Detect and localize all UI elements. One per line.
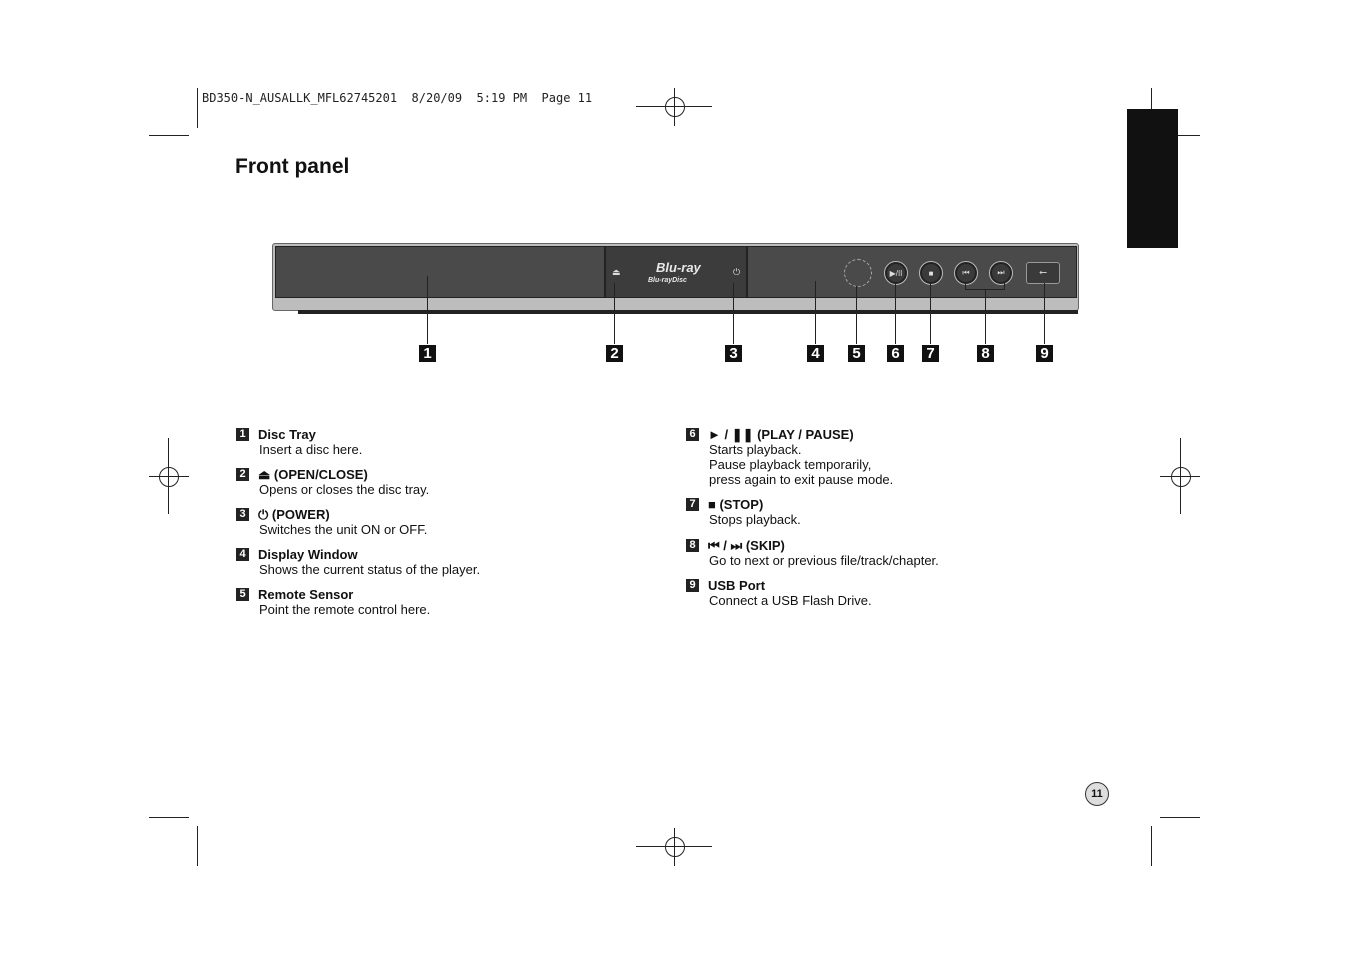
item-desc: Go to next or previous file/track/chapter.	[709, 553, 939, 568]
list-item	[686, 578, 872, 608]
item-title: Remote Sensor	[258, 587, 354, 602]
item-title: USB Port	[708, 578, 766, 593]
page-title: Front panel	[235, 155, 350, 178]
list-item	[686, 427, 893, 487]
crop-mark	[197, 826, 198, 866]
crop-mark	[197, 88, 198, 128]
item-desc: Insert a disc here.	[259, 442, 363, 457]
callout-4: 4	[807, 345, 824, 362]
leader-line	[1044, 283, 1045, 344]
item-number: 6	[686, 428, 699, 441]
usb-port[interactable]: ⭠	[1026, 262, 1060, 284]
item-number: 9	[686, 579, 699, 592]
callout-5: 5	[848, 345, 865, 362]
list-item	[686, 497, 801, 527]
item-number: 4	[236, 548, 249, 561]
item-number: 8	[686, 539, 699, 552]
leader-line	[985, 289, 986, 344]
crop-mark	[1151, 826, 1152, 866]
item-title: Display Window	[258, 547, 358, 562]
play-pause-button[interactable]: ▶/II	[884, 261, 908, 285]
registration-mark	[665, 97, 685, 117]
registration-mark	[159, 467, 179, 487]
remote-sensor	[844, 259, 872, 287]
callout-8: 8	[977, 345, 994, 362]
bluray-logo-text: Blu-rayDisc	[648, 277, 687, 284]
item-number: 5	[236, 588, 249, 601]
crop-mark	[1160, 817, 1200, 818]
list-item	[236, 507, 427, 537]
bluray-logo: Blu-ray	[656, 260, 701, 275]
callout-3: 3	[725, 345, 742, 362]
list-item	[236, 547, 480, 577]
callout-1: 1	[419, 345, 436, 362]
stop-button[interactable]: ■	[919, 261, 943, 285]
item-title: ⏏ (OPEN/CLOSE)	[258, 467, 368, 482]
crop-mark	[149, 817, 189, 818]
item-desc: Point the remote control here.	[259, 602, 431, 617]
item-number: 1	[236, 428, 249, 441]
skip-next-button[interactable]: ⏭	[989, 261, 1013, 285]
leader-line	[614, 283, 615, 344]
disc-tray	[275, 246, 605, 298]
leader-line	[930, 283, 931, 344]
leader-line	[856, 286, 857, 344]
leader-line	[965, 289, 1005, 290]
list-item	[236, 587, 430, 617]
list-item	[236, 467, 429, 497]
callout-7: 7	[922, 345, 939, 362]
item-desc: Opens or closes the disc tray.	[259, 482, 430, 497]
item-title: ⏮ / ⏭ (SKIP)	[708, 538, 785, 553]
item-title: ■ (STOP)	[708, 497, 764, 512]
leader-line	[965, 283, 966, 289]
item-title: ⏻ (POWER)	[258, 507, 330, 522]
registration-mark	[1171, 467, 1191, 487]
callout-2: 2	[606, 345, 623, 362]
item-desc: press again to exit pause mode.	[709, 472, 894, 487]
item-desc: Pause playback temporarily,	[709, 457, 872, 472]
leader-line	[733, 283, 734, 344]
item-title: ► / ❚❚ (PLAY / PAUSE)	[708, 427, 854, 442]
item-desc: Starts playback.	[709, 442, 802, 457]
callout-9: 9	[1036, 345, 1053, 362]
player-front-panel	[272, 243, 1079, 311]
list-item	[686, 538, 939, 568]
player-base	[298, 310, 1078, 314]
section-tab	[1127, 109, 1178, 248]
registration-mark	[665, 837, 685, 857]
crop-mark	[149, 135, 189, 136]
page-number: 11	[1085, 782, 1109, 806]
print-header: BD350-N_AUSALLK_MFL62745201 8/20/09 5:19 PM Page 11	[202, 91, 593, 105]
item-desc: Shows the current status of the player.	[259, 562, 481, 577]
leader-line	[1004, 283, 1005, 289]
power-icon[interactable]: ⏻	[733, 267, 741, 277]
item-number: 7	[686, 498, 699, 511]
item-number: 2	[236, 468, 249, 481]
leader-line	[895, 283, 896, 344]
item-desc: Switches the unit ON or OFF.	[259, 522, 428, 537]
control-panel	[747, 246, 1077, 298]
callout-6: 6	[887, 345, 904, 362]
leader-line	[815, 281, 816, 344]
item-desc: Connect a USB Flash Drive.	[709, 593, 872, 608]
list-item	[236, 427, 362, 457]
logo-panel	[605, 246, 747, 298]
eject-icon[interactable]: ⏏	[612, 267, 621, 277]
skip-prev-button[interactable]: ⏮	[954, 261, 978, 285]
item-desc: Stops playback.	[709, 512, 801, 527]
item-title: Disc Tray	[258, 427, 316, 442]
item-number: 3	[236, 508, 249, 521]
leader-line	[427, 276, 428, 344]
